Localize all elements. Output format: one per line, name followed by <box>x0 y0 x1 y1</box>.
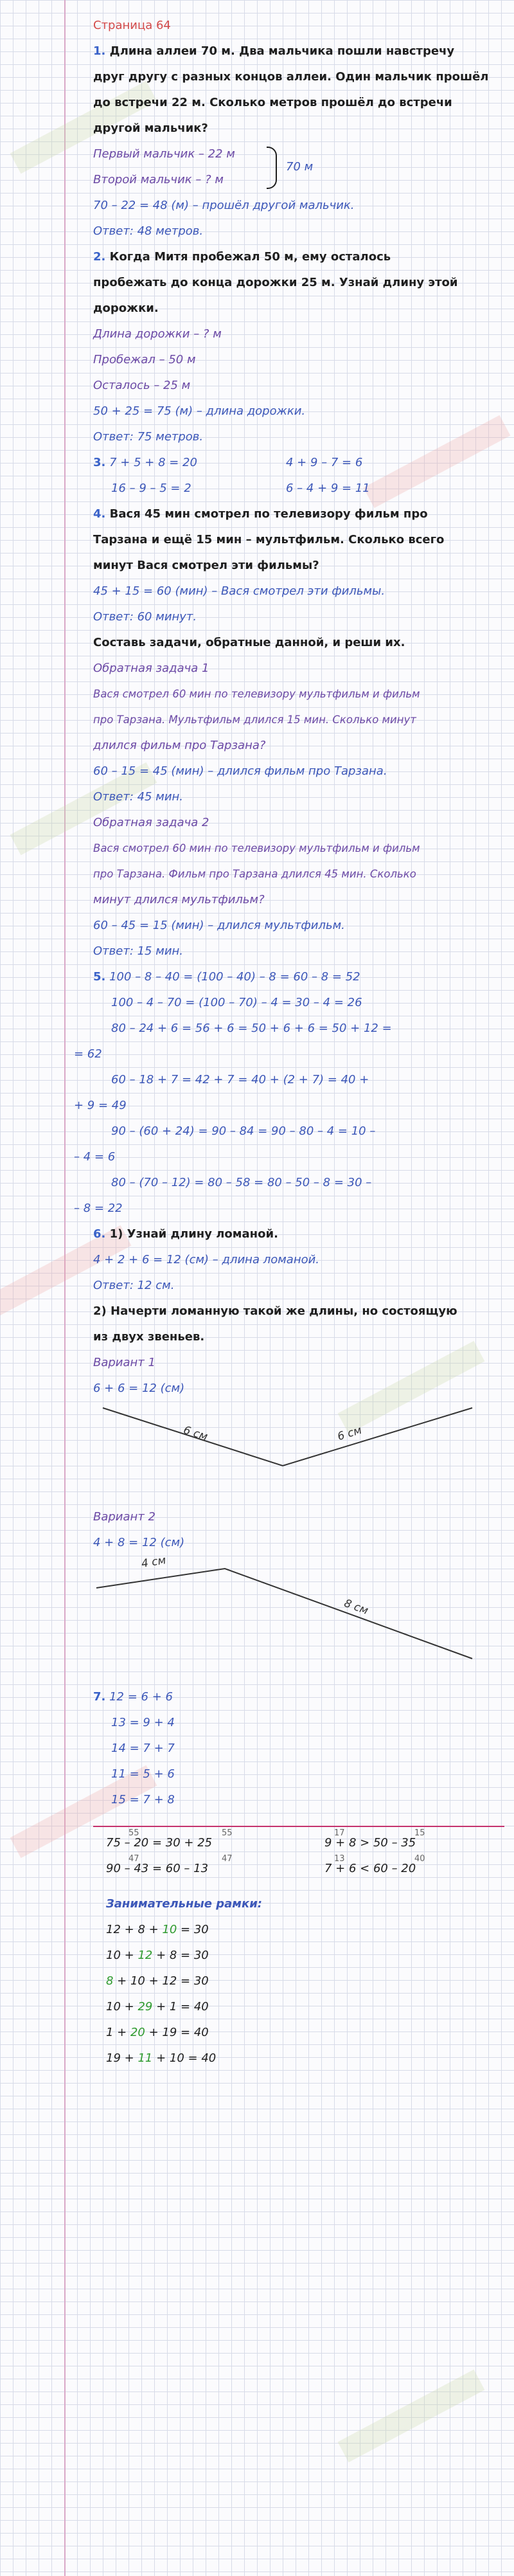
given-line: Длина дорожки – ? м <box>93 327 222 341</box>
comparison: 9 + 8 > 50 – 35 <box>324 1836 416 1850</box>
variant-title: Вариант 2 <box>93 1510 155 1524</box>
variant-calc: 6 + 6 = 12 (см) <box>93 1382 185 1395</box>
frame-number: 19 <box>106 2051 121 2065</box>
frame-number: 10 <box>106 1949 121 1962</box>
inverse-task-text: длился фильм про Тарзана? <box>93 739 266 752</box>
expression: 11 = 5 + 6 <box>111 1767 175 1781</box>
frame-number: 29 <box>137 2000 153 2013</box>
intermediate-mark: 47 <box>222 1854 233 1864</box>
expression: 13 = 9 + 4 <box>111 1716 175 1729</box>
expression: 100 – 4 – 70 = (100 – 70) – 4 = 30 – 4 = 26 <box>111 996 362 1009</box>
answer-line: Ответ: 60 минут. <box>93 610 197 624</box>
solution-line: 45 + 15 = 60 (мин) – Вася смотрел эти фильмы. <box>93 584 386 598</box>
page-title: Страница 64 <box>93 19 171 32</box>
operator: = <box>177 1949 194 1962</box>
solution-line: 4 + 2 + 6 = 12 (см) – длина ломаной. <box>93 1253 320 1266</box>
expression: 90 – (60 + 24) = 90 – 84 = 90 – 80 – 4 = 10 – <box>111 1124 376 1138</box>
frame-number: 12 <box>137 1949 153 1962</box>
frame-equation <box>93 2020 504 2046</box>
polyline-2-svg <box>93 1556 504 1684</box>
answer-line: Ответ: 12 см. <box>93 1279 175 1292</box>
expression: 12 = 6 + 6 <box>109 1690 173 1704</box>
inverse-task-text: Вася смотрел 60 мин по телевизору мультфильм и фильм <box>93 688 420 700</box>
solution-line: 70 – 22 = 48 (м) – прошёл другой мальчик. <box>93 199 355 212</box>
expression: 80 – 24 + 6 = 56 + 6 = 50 + 6 + 6 = 50 + 12 = <box>111 1022 392 1035</box>
page-content <box>74 0 504 2071</box>
expression: – 8 = 22 <box>74 1202 123 1215</box>
segment-length-label: 6 см <box>181 1423 209 1444</box>
frames-block <box>93 1891 504 2071</box>
task-6 <box>93 1221 504 1684</box>
intermediate-mark: 55 <box>222 1828 233 1838</box>
operator: + <box>120 1949 138 1962</box>
answer-line: Ответ: 75 метров. <box>93 430 204 444</box>
task-3 <box>93 450 504 501</box>
frames-rows <box>93 1917 504 2071</box>
frame-number: 11 <box>137 2051 153 2065</box>
intermediate-mark: 40 <box>414 1854 425 1864</box>
answer-line: Ответ: 48 метров. <box>93 224 204 238</box>
operator: + <box>145 2026 163 2039</box>
task-text-line: друг другу с разных концов аллеи. Один мальчик прошёл <box>93 70 489 84</box>
operator: + <box>113 2026 130 2039</box>
intermediate-mark: 17 <box>334 1828 345 1838</box>
comparison: 90 – 43 = 60 – 13 <box>106 1862 209 1875</box>
intermediate-mark: 13 <box>334 1854 345 1864</box>
task-number: 3. <box>93 456 106 469</box>
polyline-segments <box>96 1569 472 1659</box>
operator: = <box>177 1974 194 1988</box>
task-7 <box>93 1684 504 1813</box>
task-text-line: до встречи 22 м. Сколько метров прошёл до встречи <box>93 96 452 109</box>
task-number: 2. <box>93 250 106 264</box>
task-text-line: Когда Митя пробежал 50 м, ему осталось <box>109 250 391 264</box>
segment-length-label: 4 см <box>140 1554 167 1571</box>
frame-equation <box>93 1994 504 2020</box>
given-line: Второй мальчик – ? м <box>93 173 224 186</box>
frame-number: 40 <box>193 2000 209 2013</box>
task-number: 1. <box>93 44 106 58</box>
solution-line: 60 – 15 = 45 (мин) – длился фильм про Тарзана. <box>93 764 387 778</box>
inverse-task-title: Обратная задача 1 <box>93 662 209 675</box>
frame-number: 1 <box>106 2026 114 2039</box>
inverse-task-text: минут длился мультфильм? <box>93 893 265 906</box>
task-number: 7. <box>93 1690 106 1704</box>
intermediate-mark: 47 <box>128 1854 139 1864</box>
frame-equation <box>93 1943 504 1968</box>
frame-number: 30 <box>193 1974 209 1988</box>
inverse-heading: Составь задачи, обратные данной, и реши их. <box>93 636 405 649</box>
frame-number: 8 <box>169 1949 177 1962</box>
given-line: Осталось – 25 м <box>93 379 191 392</box>
expression: 80 – (70 – 12) = 80 – 58 = 80 – 50 – 8 = 30 – <box>111 1176 372 1189</box>
inverse-task-text: Вася смотрел 60 мин по телевизору мультфильм и фильм <box>93 842 420 854</box>
task-number: 5. <box>93 970 106 984</box>
polyline-drawing-1 <box>93 1401 504 1504</box>
frame-number: 12 <box>106 1923 121 1936</box>
operator: + <box>120 2051 138 2065</box>
task-2 <box>93 244 504 450</box>
operator: = <box>177 1923 194 1936</box>
given-line: Первый мальчик – 22 м <box>93 147 235 161</box>
expression: = 62 <box>74 1047 102 1061</box>
brace-label: 70 м <box>286 160 314 174</box>
expression: 6 – 4 + 9 = 11 <box>286 482 370 495</box>
frames-title: Занимательные рамки: <box>106 1897 263 1911</box>
task-4 <box>93 501 504 964</box>
comparison-block <box>93 1826 504 1891</box>
expression: 100 – 8 – 40 = (100 – 40) – 8 = 60 – 8 = 52 <box>109 970 360 984</box>
operator: + <box>120 1923 138 1936</box>
comparison: 7 + 6 < 60 – 20 <box>324 1862 416 1875</box>
solution-line: 50 + 25 = 75 (м) – длина дорожки. <box>93 404 306 418</box>
variant-calc: 4 + 8 = 12 (см) <box>93 1536 185 1549</box>
task-text-line: из двух звеньев. <box>93 1330 205 1344</box>
operator: + <box>152 2000 170 2013</box>
solution-line: 60 – 45 = 15 (мин) – длился мультфильм. <box>93 919 345 932</box>
frame-number: 30 <box>193 1949 209 1962</box>
expression: 7 + 5 + 8 = 20 <box>109 456 197 469</box>
answer-line: Ответ: 15 мин. <box>93 944 184 958</box>
inverse-task-title: Обратная задача 2 <box>93 816 209 829</box>
task-text-line: минут Вася смотрел эти фильмы? <box>93 559 319 572</box>
expression: 15 = 7 + 8 <box>111 1793 175 1806</box>
task-text-line: Тарзана и ещё 15 мин – мультфильм. Сколько всего <box>93 533 445 546</box>
frame-equation <box>93 2046 504 2071</box>
expression: 14 = 7 + 7 <box>111 1742 175 1755</box>
frame-number: 19 <box>162 2026 177 2039</box>
inverse-task-text: про Тарзана. Мультфильм длился 15 мин. Сколько минут <box>93 714 416 726</box>
task-text-line: дорожки. <box>93 302 159 315</box>
frame-number: 12 <box>162 1974 177 1988</box>
expression: – 4 = 6 <box>74 1150 116 1164</box>
inverse-task-text: про Тарзана. Фильм про Тарзана длился 45 мин. Сколько <box>93 868 416 880</box>
frame-number: 40 <box>193 2026 209 2039</box>
expression: 16 – 9 – 5 = 2 <box>111 482 191 495</box>
frame-number: 10 <box>162 1923 177 1936</box>
task-number: 4. <box>93 507 106 521</box>
task-text-line: Длина аллеи 70 м. Два мальчика пошли навстречу <box>109 44 455 58</box>
task-text-line: 2) Начерти ломанную такой же длины, но состоящую <box>93 1304 457 1318</box>
frame-number: 8 <box>106 1974 114 1988</box>
expression: 60 – 18 + 7 = 42 + 7 = 40 + (2 + 7) = 40 + <box>111 1073 369 1086</box>
frame-number: 8 <box>137 1923 145 1936</box>
task-1 <box>93 39 504 244</box>
task-text-line: Вася 45 мин смотрел по телевизору фильм про <box>109 507 428 521</box>
task-text-line: пробежать до конца дорожки 25 м. Узнай длину этой <box>93 276 458 289</box>
segment-length-label: 6 см <box>335 1423 364 1444</box>
variant-title: Вариант 1 <box>93 1356 155 1369</box>
operator: + <box>113 1974 130 1988</box>
operator: = <box>177 2000 194 2013</box>
notebook-margin-line <box>64 0 66 2576</box>
expression: + 9 = 49 <box>74 1099 127 1112</box>
operator: + <box>152 2051 170 2065</box>
task-text-line: другой мальчик? <box>93 122 208 135</box>
polyline-segments <box>103 1408 472 1466</box>
polyline-drawing-2 <box>93 1556 504 1684</box>
frame-number: 10 <box>130 1974 145 1988</box>
frame-number: 10 <box>106 2000 121 2013</box>
polyline-1-svg <box>93 1401 504 1504</box>
operator: + <box>145 1923 163 1936</box>
expression: 4 + 9 – 7 = 6 <box>286 456 363 469</box>
intermediate-mark: 15 <box>414 1828 425 1838</box>
given-line: Пробежал – 50 м <box>93 353 196 366</box>
task-number: 6. <box>93 1227 106 1241</box>
frame-number: 20 <box>130 2026 145 2039</box>
task-text-line: 1) Узнай длину ломаной. <box>109 1227 278 1241</box>
answer-line: Ответ: 45 мин. <box>93 790 184 804</box>
curly-brace-icon <box>267 147 277 189</box>
operator: + <box>152 1949 170 1962</box>
frame-number: 10 <box>169 2051 184 2065</box>
segment-length-label: 8 см <box>342 1597 370 1617</box>
given-block <box>93 141 504 193</box>
frame-number: 1 <box>169 2000 177 2013</box>
task-5 <box>74 964 504 1221</box>
frame-equation <box>93 1968 504 1994</box>
operator: + <box>145 1974 163 1988</box>
frame-number: 40 <box>201 2051 217 2065</box>
operator: = <box>177 2026 194 2039</box>
watermark <box>338 2370 485 2462</box>
comparison: 75 – 20 = 30 + 25 <box>106 1836 213 1850</box>
frame-number: 30 <box>193 1923 209 1936</box>
frame-equation <box>93 1917 504 1943</box>
operator: = <box>184 2051 202 2065</box>
operator: + <box>120 2000 138 2013</box>
intermediate-mark: 55 <box>128 1828 139 1838</box>
